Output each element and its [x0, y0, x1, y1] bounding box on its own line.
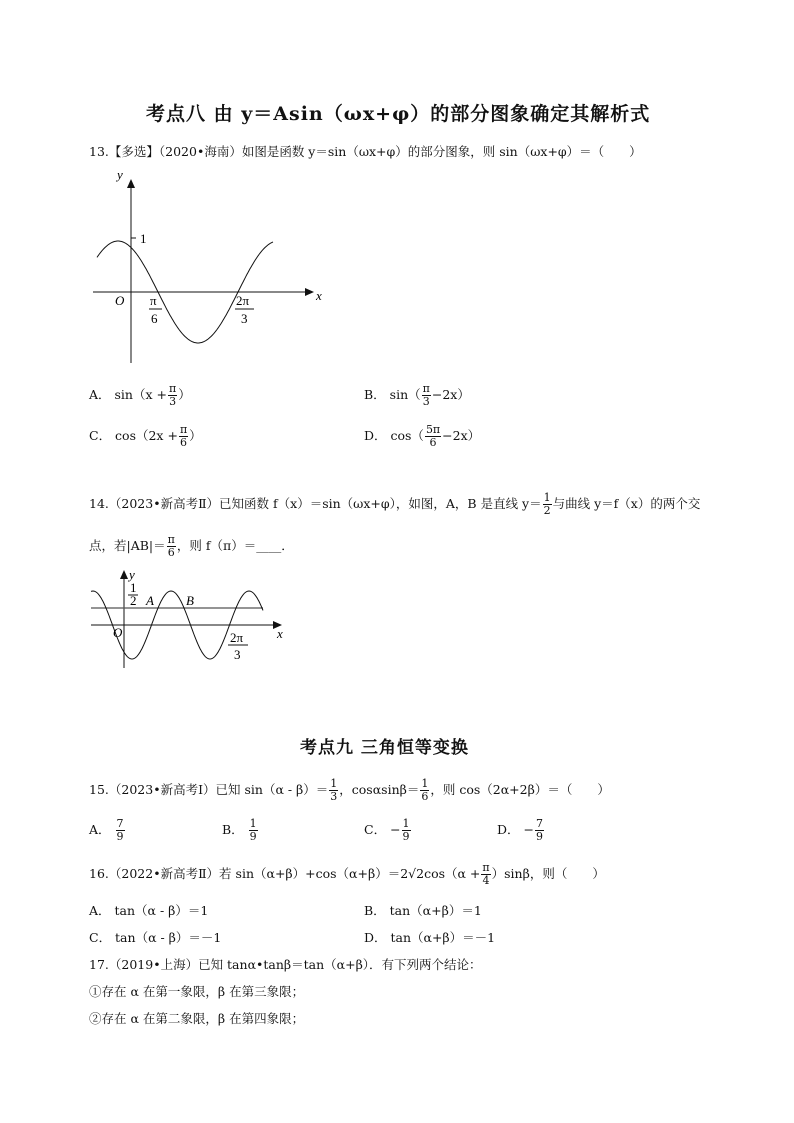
den: 6	[167, 546, 175, 559]
opt-text: C． cos（2x +	[89, 428, 178, 443]
x-arrow-icon	[305, 288, 314, 296]
point-B: B	[186, 593, 194, 608]
half-den: 2	[130, 593, 137, 608]
x-label: x	[277, 626, 283, 641]
q15-option-a[interactable]	[89, 818, 126, 843]
den: 3	[422, 395, 430, 408]
origin-label: O	[113, 625, 123, 640]
section-title-8: 考点八 由 y＝Asin（ωx+φ）的部分图象确定其解析式	[146, 103, 651, 125]
q14-line2	[89, 534, 294, 559]
text: ，则 cos（2α+2β）＝（ ）	[430, 782, 610, 797]
num: 5π	[425, 423, 441, 436]
q15-stem	[89, 778, 610, 803]
q17-stem: 17.（2019•上海）已知 tanα•tanβ＝tan（α+β）．有下列两个结论：	[89, 957, 482, 972]
q13-option-c[interactable]	[89, 424, 202, 449]
text: 与曲线 y＝f（x）的两个交	[552, 496, 701, 511]
q16-option-d[interactable]: D． tan（α+β）＝－1	[364, 930, 496, 945]
den: 9	[402, 830, 410, 843]
q15-option-b[interactable]	[222, 818, 259, 843]
q13-stem: 13.【多选】（2020•海南）如图是函数 y＝sin（ωx+φ）的部分图象，则 sin（ωx+φ）＝（ ）	[89, 144, 642, 159]
opt-letter: C．	[364, 822, 387, 837]
num: π	[179, 423, 188, 436]
q13-option-a[interactable]	[89, 383, 191, 408]
q13-option-b[interactable]	[364, 383, 470, 408]
q16-stem	[89, 862, 605, 887]
tick-2pi3-num: 2π	[230, 630, 244, 645]
q16-option-c[interactable]: C． tan（α - β）＝－1	[89, 930, 222, 945]
tick-1: 1	[140, 231, 147, 246]
tick-2pi3-num: 2π	[236, 293, 250, 308]
text: ）sinβ，则（ ）	[491, 866, 605, 881]
y-label: y	[129, 567, 135, 582]
x-label: x	[316, 288, 322, 303]
opt-text: −2x）	[442, 428, 481, 443]
text: 点，若|AB|＝	[89, 538, 166, 553]
half-num: 1	[130, 580, 137, 595]
q14-line1	[89, 492, 700, 517]
num: 1	[543, 491, 551, 504]
opt-text: ）	[178, 387, 191, 402]
num: π	[422, 382, 430, 395]
den: 6	[180, 436, 188, 449]
num: 7	[116, 817, 124, 830]
den: 3	[169, 395, 177, 408]
q15-option-c[interactable]	[364, 818, 412, 843]
opt-letter: B．	[222, 822, 244, 837]
tick-2pi3-den: 3	[241, 311, 248, 326]
den: 3	[330, 790, 338, 803]
q17-conclusion-1: ①存在 α 在第一象限，β 在第三象限；	[89, 984, 305, 999]
text: ，则 f（π）＝____．	[176, 538, 294, 553]
tick-pi6-num: π	[150, 293, 157, 308]
opt-letter: D．	[497, 822, 520, 837]
den: 6	[421, 790, 429, 803]
section-title-9: 考点九 三角恒等变换	[300, 738, 469, 758]
den: 9	[249, 830, 257, 843]
opt-letter: A．	[89, 822, 111, 837]
y-label: y	[117, 167, 123, 182]
q16-option-a[interactable]: A． tan（α - β）＝1	[89, 903, 209, 918]
opt-text: B． sin（	[364, 387, 421, 402]
opt-sign: −	[390, 822, 401, 837]
text: 15.（2023•新高考Ⅰ）已知 sin（α - β）＝	[89, 782, 329, 797]
num: 7	[536, 817, 543, 830]
num: 1	[249, 817, 257, 830]
num: 1	[330, 777, 338, 790]
point-A: A	[146, 593, 154, 608]
opt-sign: −	[523, 822, 534, 837]
num: π	[482, 861, 490, 874]
text: ，cosαsinβ＝	[339, 782, 420, 797]
opt-text: D． cos（	[364, 428, 424, 443]
den: 9	[536, 830, 543, 843]
den: 2	[543, 504, 551, 517]
den: 4	[482, 874, 490, 887]
opt-text: ）	[189, 428, 202, 443]
q15-option-d[interactable]	[497, 818, 545, 843]
den: 9	[116, 830, 124, 843]
den: 6	[429, 436, 437, 449]
tick-pi6-den: 6	[151, 311, 158, 326]
num: 1	[421, 777, 429, 790]
text: 14.（2023•新高考Ⅱ）已知函数 f（x）＝sin（ωx+φ），如图，A，B 是直线 y＝	[89, 496, 542, 511]
opt-text: −2x）	[431, 387, 470, 402]
q17-conclusion-2: ②存在 α 在第二象限，β 在第四象限；	[89, 1011, 305, 1026]
origin-label: O	[115, 293, 125, 308]
q13-option-d[interactable]	[364, 424, 480, 449]
y-arrow-icon	[120, 570, 128, 579]
num: π	[167, 533, 175, 546]
y-arrow-icon	[127, 179, 135, 188]
opt-text: A． sin（x +	[89, 387, 167, 402]
text: 16.（2022•新高考Ⅱ）若 sin（α+β）+cos（α+β）＝2√2cos（α +	[89, 866, 481, 881]
num: 1	[402, 817, 410, 830]
num: π	[168, 382, 177, 395]
tick-2pi3-den: 3	[234, 647, 241, 662]
q16-option-b[interactable]: B． tan（α+β）＝1	[364, 903, 482, 918]
